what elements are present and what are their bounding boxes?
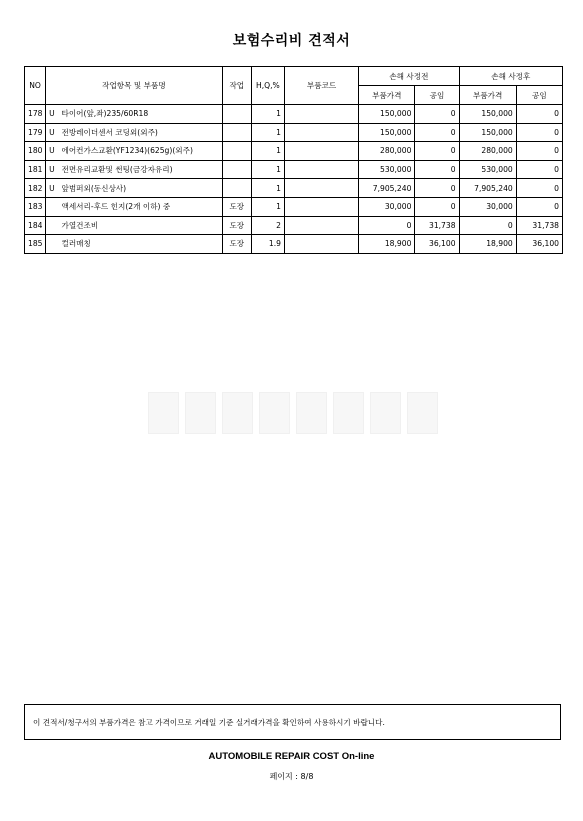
header-item: 작업항목 및 부품명 — [46, 67, 223, 105]
item-code: U — [49, 127, 55, 137]
row-part-code — [284, 216, 358, 235]
row-part-code — [284, 160, 358, 179]
item-name: 액세서리-후드 힌지(2개 이하) 중 — [61, 202, 171, 212]
table-row — [25, 123, 563, 142]
table-row — [25, 235, 563, 254]
row-work — [222, 160, 251, 179]
row-labor-after: 36,100 — [516, 235, 562, 254]
row-item — [46, 160, 223, 179]
row-work: 도장 — [222, 197, 251, 216]
item-code: U — [49, 109, 55, 119]
header-part-price-before: 부품가격 — [359, 86, 415, 105]
row-labor-after: 0 — [516, 197, 562, 216]
item-name: 타이어(앞,좌)235/60R18 — [61, 109, 149, 119]
row-part-code — [284, 235, 358, 254]
row-labor-after: 0 — [516, 160, 562, 179]
watermark — [148, 392, 438, 434]
item-code: U — [49, 146, 55, 156]
row-labor-before: 0 — [415, 142, 459, 161]
row-no: 183 — [25, 197, 46, 216]
row-labor-before: 0 — [415, 160, 459, 179]
row-hq: 1 — [251, 105, 284, 124]
table-row — [25, 105, 563, 124]
row-labor-before: 0 — [415, 197, 459, 216]
row-no: 178 — [25, 105, 46, 124]
row-no: 182 — [25, 179, 46, 198]
row-no: 185 — [25, 235, 46, 254]
header-labor-before: 공임 — [415, 86, 459, 105]
row-price-after: 18,900 — [459, 235, 516, 254]
row-work: 도장 — [222, 235, 251, 254]
table-row — [25, 160, 563, 179]
row-labor-after: 0 — [516, 123, 562, 142]
document-title: 보험수리비 견적서 — [232, 33, 351, 49]
row-price-before: 150,000 — [359, 123, 415, 142]
footer-title: AUTOMOBILE REPAIR COST On-line — [208, 751, 375, 762]
header-part-price-after: 부품가격 — [459, 86, 516, 105]
row-price-before: 530,000 — [359, 160, 415, 179]
header-labor-after: 공임 — [516, 86, 562, 105]
header-hq: H,Q,% — [251, 67, 284, 105]
row-price-after: 0 — [459, 216, 516, 235]
row-part-code — [284, 179, 358, 198]
row-price-before: 30,000 — [359, 197, 415, 216]
row-labor-before: 0 — [415, 179, 459, 198]
row-price-after: 280,000 — [459, 142, 516, 161]
row-hq: 2 — [251, 216, 284, 235]
row-labor-before: 0 — [415, 123, 459, 142]
row-part-code — [284, 123, 358, 142]
row-part-code — [284, 142, 358, 161]
item-name: 전방레이더센서 코딩외(외주) — [61, 127, 158, 137]
table-row — [25, 179, 563, 198]
table-row — [25, 197, 563, 216]
row-no: 180 — [25, 142, 46, 161]
row-work — [222, 179, 251, 198]
row-part-code — [284, 197, 358, 216]
row-item — [46, 179, 223, 198]
item-code: U — [49, 165, 55, 175]
row-price-before: 0 — [359, 216, 415, 235]
item-code: U — [49, 183, 55, 193]
table-row — [25, 216, 563, 235]
row-item — [46, 197, 223, 216]
row-price-before: 7,905,240 — [359, 179, 415, 198]
header-part-code: 부품코드 — [284, 67, 358, 105]
row-hq: 1 — [251, 160, 284, 179]
row-labor-before: 31,738 — [415, 216, 459, 235]
row-price-after: 150,000 — [459, 105, 516, 124]
header-after-group: 손해 사정후 — [459, 67, 562, 86]
row-labor-before: 0 — [415, 105, 459, 124]
row-hq: 1 — [251, 123, 284, 142]
row-price-before: 280,000 — [359, 142, 415, 161]
notice-box — [24, 704, 561, 740]
row-price-after: 30,000 — [459, 197, 516, 216]
row-work: 도장 — [222, 216, 251, 235]
item-name: 앞범퍼외(동신상사) — [61, 183, 127, 193]
item-name: 컬러매칭 — [61, 239, 91, 249]
row-hq: 1 — [251, 142, 284, 161]
row-item — [46, 105, 223, 124]
row-price-after: 530,000 — [459, 160, 516, 179]
item-name: 가열건조비 — [61, 220, 99, 230]
row-work — [222, 123, 251, 142]
item-name: 에어컨가스교환(YF1234)(625g)(외주) — [61, 146, 193, 156]
row-work — [222, 105, 251, 124]
page-number: 페이지 : 8/8 — [269, 772, 314, 781]
row-price-after: 150,000 — [459, 123, 516, 142]
row-no: 179 — [25, 123, 46, 142]
header-work: 작업 — [222, 67, 251, 105]
row-price-before: 18,900 — [359, 235, 415, 254]
row-hq: 1.9 — [251, 235, 284, 254]
row-no: 184 — [25, 216, 46, 235]
header-before-group: 손해 사정전 — [359, 67, 459, 86]
row-work — [222, 142, 251, 161]
row-item — [46, 142, 223, 161]
row-item — [46, 216, 223, 235]
row-labor-after: 0 — [516, 142, 562, 161]
notice-text: 이 견적서/청구서의 부품가격은 참고 가격이므로 거래일 기준 실거래가격을 확인하여 사용하시기 바랍니다. — [33, 717, 385, 727]
row-price-after: 7,905,240 — [459, 179, 516, 198]
header-no: NO — [25, 67, 46, 105]
row-price-before: 150,000 — [359, 105, 415, 124]
table-body — [25, 105, 563, 254]
row-labor-before: 36,100 — [415, 235, 459, 254]
row-hq: 1 — [251, 179, 284, 198]
row-labor-after: 31,738 — [516, 216, 562, 235]
item-name: 전면유리교환및 썬팅(금강자유리) — [61, 165, 173, 175]
estimate-table — [24, 66, 563, 254]
table-row — [25, 142, 563, 161]
row-labor-after: 0 — [516, 179, 562, 198]
row-item — [46, 123, 223, 142]
row-hq: 1 — [251, 197, 284, 216]
row-labor-after: 0 — [516, 105, 562, 124]
row-no: 181 — [25, 160, 46, 179]
row-part-code — [284, 105, 358, 124]
row-item — [46, 235, 223, 254]
